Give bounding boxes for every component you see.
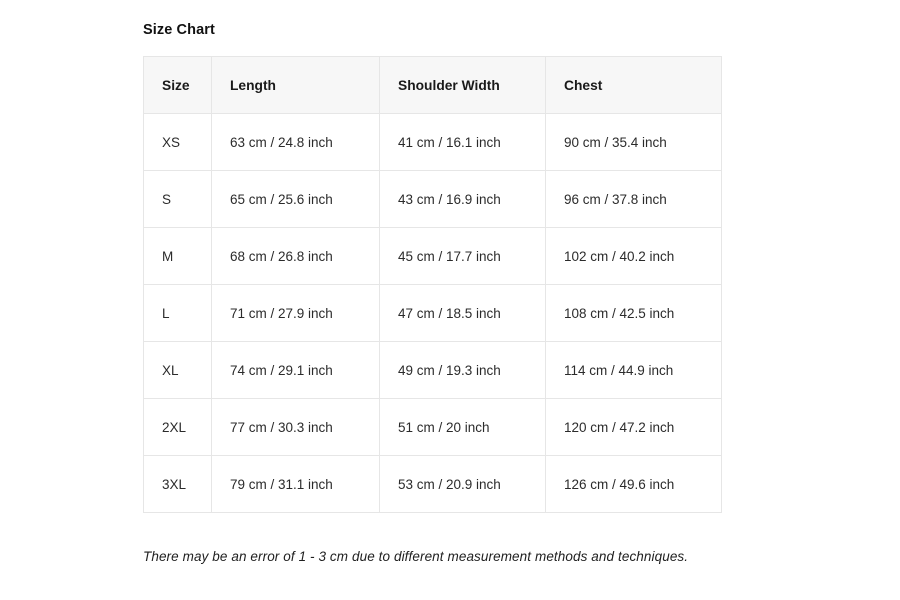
cell-shoulder-width: 51 cm / 20 inch — [380, 399, 546, 456]
cell-chest: 108 cm / 42.5 inch — [546, 285, 722, 342]
table-row — [144, 342, 722, 399]
cell-shoulder-width: 47 cm / 18.5 inch — [380, 285, 546, 342]
table-row — [144, 114, 722, 171]
cell-length: 74 cm / 29.1 inch — [212, 342, 380, 399]
cell-length: 79 cm / 31.1 inch — [212, 456, 380, 513]
cell-shoulder-width: 53 cm / 20.9 inch — [380, 456, 546, 513]
cell-chest: 102 cm / 40.2 inch — [546, 228, 722, 285]
cell-chest: 120 cm / 47.2 inch — [546, 399, 722, 456]
cell-length: 68 cm / 26.8 inch — [212, 228, 380, 285]
table-row — [144, 399, 722, 456]
page-title: Size Chart — [143, 22, 215, 38]
cell-shoulder-width: 41 cm / 16.1 inch — [380, 114, 546, 171]
cell-length: 63 cm / 24.8 inch — [212, 114, 380, 171]
table-body — [144, 114, 722, 513]
cell-length: 65 cm / 25.6 inch — [212, 171, 380, 228]
column-header-shoulder-width: Shoulder Width — [380, 57, 546, 114]
cell-chest: 126 cm / 49.6 inch — [546, 456, 722, 513]
table-row — [144, 171, 722, 228]
table-row — [144, 228, 722, 285]
cell-shoulder-width: 49 cm / 19.3 inch — [380, 342, 546, 399]
cell-size: 2XL — [144, 399, 212, 456]
table-header — [144, 57, 722, 114]
cell-shoulder-width: 43 cm / 16.9 inch — [380, 171, 546, 228]
size-chart-table-wrapper — [143, 56, 721, 513]
column-header-size: Size — [144, 57, 212, 114]
cell-size: 3XL — [144, 456, 212, 513]
cell-size: XL — [144, 342, 212, 399]
table-row — [144, 456, 722, 513]
table-row — [144, 285, 722, 342]
table-header-row — [144, 57, 722, 114]
size-chart-table — [143, 56, 722, 513]
cell-chest: 96 cm / 37.8 inch — [546, 171, 722, 228]
column-header-length: Length — [212, 57, 380, 114]
cell-chest: 90 cm / 35.4 inch — [546, 114, 722, 171]
cell-size: S — [144, 171, 212, 228]
cell-size: M — [144, 228, 212, 285]
cell-size: XS — [144, 114, 212, 171]
cell-length: 71 cm / 27.9 inch — [212, 285, 380, 342]
measurement-note: There may be an error of 1 - 3 cm due to different measurement methods and techniques. — [143, 549, 689, 564]
cell-length: 77 cm / 30.3 inch — [212, 399, 380, 456]
cell-shoulder-width: 45 cm / 17.7 inch — [380, 228, 546, 285]
cell-chest: 114 cm / 44.9 inch — [546, 342, 722, 399]
column-header-chest: Chest — [546, 57, 722, 114]
cell-size: L — [144, 285, 212, 342]
